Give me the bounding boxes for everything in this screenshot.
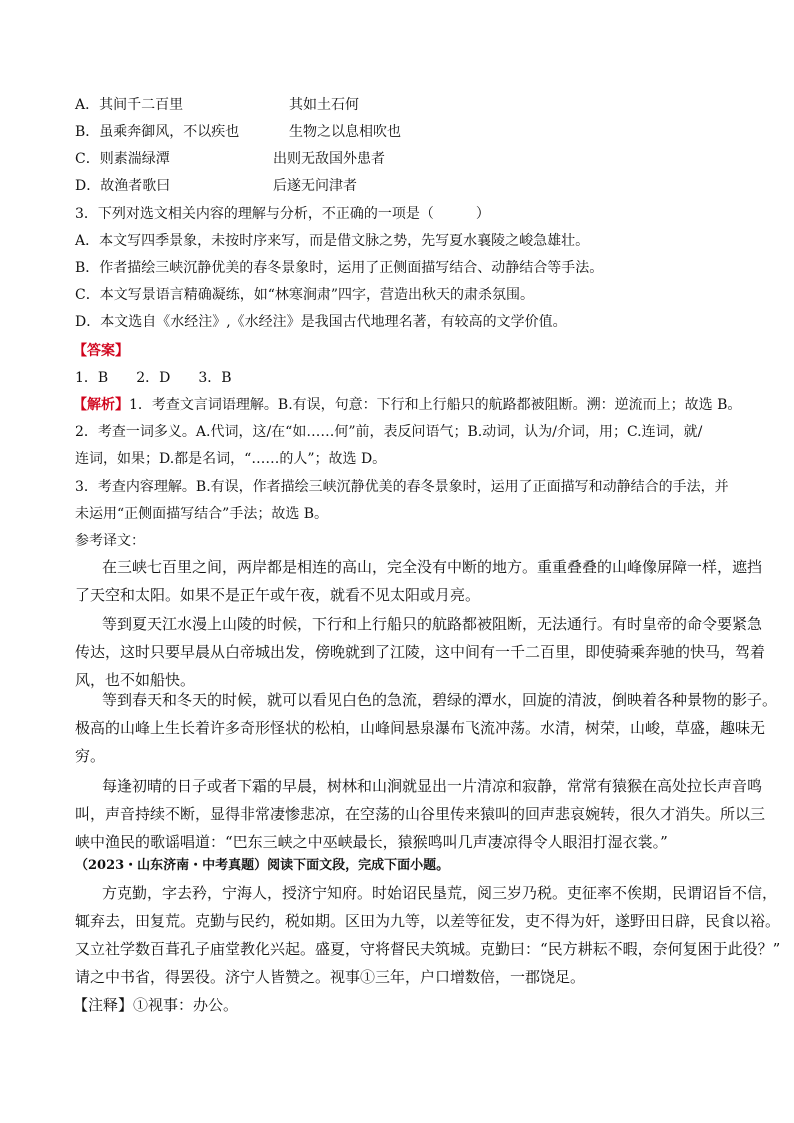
question-3-option-b: B．作者描绘三峡沉静优美的春冬景象时，运用了正侧面描写结合、动静结合等手法。 [75, 260, 604, 276]
option-a-left: A．其间千二百里 [75, 97, 184, 113]
passage-line-2: 辄弃去，田复荒。克勤与民约，税如期。区田为九等，以差等征发，吏不得为奸，遂野田日辟，民食以裕。 [75, 912, 781, 930]
option-c-right: 出则无敌国外患者 [273, 151, 385, 167]
option-a-right: 其如土石何 [289, 97, 359, 113]
translation-line-2: 了天空和太阳。如果不是正午或午夜，就看不见太阳或月亮。 [75, 586, 481, 604]
translation-line-5: 风，也不如船快。 [75, 671, 196, 689]
translation-line-10: 叫，声音持续不断，显得非常凄惨悲凉，在空荡的山谷里传来猿叫的回声悲哀婉转，很久才消失。所以三 [75, 805, 766, 823]
translation-line-9: 每逢初晴的日子或者下霜的早晨，树林和山涧就显出一片清凉和寂静，常常有猿猴在高处拉长声音鸣 [102, 777, 763, 795]
question-3-option-d: D．本文选自《水经注》,《水经注》是我国古代地理名著，有较高的文学价值。 [75, 314, 567, 330]
translation-line-8: 穷。 [75, 747, 106, 765]
translation-line-4: 传达，这时只要早晨从白帝城出发，傍晚就到了江陵，这中间有一千二百里，即使骑乘奔驰的快马，驾着 [75, 643, 766, 661]
note-line [73, 994, 238, 1016]
analysis-label: 【解析】 [73, 397, 129, 413]
option-d-left: D．故渔者歌曰 [75, 178, 171, 194]
note-label: 【注释】 [73, 996, 134, 1014]
passage-line-3: 又立社学数百葺孔子庙堂教化兴起。盛夏，守将督民夫筑城。克勤曰：“民方耕耘不暇，奈何复困于此役？” [75, 940, 781, 958]
passage-line-4: 请之中书省，得罢役。济宁人皆赞之。视事①三年，户口增数倍，一郡饶足。 [75, 968, 586, 986]
question-3-option-a: A．本文写四季景象，未按时序来写，而是借文脉之势，先写夏水襄陵之峻急雄壮。 [75, 233, 590, 249]
option-d-right: 后遂无问津者 [273, 178, 357, 194]
analysis-text-1: 1．考查文言词语理解。B.有误，句意：下行和上行船只的航路都被阻断。溯：逆流而上；故选 B。 [129, 397, 742, 413]
analysis-line-3: 连词，如果；D.都是名词，“……的人”；故选 D。 [75, 451, 387, 467]
answer-label: 【答案】 [73, 343, 129, 359]
translation-label: 参考译文： [75, 533, 145, 549]
option-c-left: C．则素湍绿潭 [75, 151, 170, 167]
translation-line-3: 等到夏天江水漫上山陵的时候，下行和上行船只的航路都被阻断，无法通行。有时皇帝的命令要紧急 [102, 615, 763, 633]
translation-line-1: 在三峡七百里之间，两岸都是相连的高山，完全没有中断的地方。重重叠叠的山峰像屏障一样，遮挡 [102, 558, 763, 576]
analysis-line-5: 未运用“正侧面描写结合”手法；故选 B。 [75, 506, 329, 522]
analysis-line-4: 3．考查内容理解。B.有误，作者描绘三峡沉静优美的春冬景象时，运用了正面描写和动静结合的手法，并 [75, 479, 729, 495]
option-b-right: 生物之以息相吹也 [289, 124, 401, 140]
analysis-line-1 [73, 395, 741, 415]
source-heading: （2023・山东济南・中考真题）阅读下面文段，完成下面小题。 [75, 858, 450, 873]
passage-line-1: 方克勤，字去矜，宁海人，授济宁知府。时始诏民垦荒，阅三岁乃税。吏征率不俟期，民谓诏旨不信， [102, 884, 778, 902]
translation-line-6: 等到春天和冬天的时候，就可以看见白色的急流，碧绿的潭水，回旋的清波，倒映着各种景物的影子。 [102, 691, 778, 709]
translation-line-7: 极高的山峰上生长着许多奇形怪状的松柏，山峰间悬泉瀑布飞流冲荡。水清，树荣，山峻，草盛，趣味无 [75, 719, 766, 737]
translation-line-11: 峡中渔民的歌谣唱道：“巴东三峡之中巫峡最长，猿猴鸣叫几声凄凉得令人眼泪打湿衣裳。” [75, 833, 668, 851]
note-text: ①视事：办公。 [133, 996, 239, 1014]
analysis-line-2: 2．考查一词多义。A.代词，这/在“如……何”前，表反问语气；B.动词，认为/介词，用；C.连词，就/ [75, 424, 703, 440]
question-3-option-c: C．本文写景语言精确凝练，如“林寒涧肃”四字，营造出秋天的肃杀氛围。 [75, 287, 535, 303]
option-b-left: B．虽乘奔御风，不以疾也 [75, 124, 240, 140]
answer-text: 1．B 2．D 3．B [75, 370, 232, 386]
question-3-stem: 3．下列对选文相关内容的理解与分析，不正确的一项是（ ） [75, 206, 490, 222]
